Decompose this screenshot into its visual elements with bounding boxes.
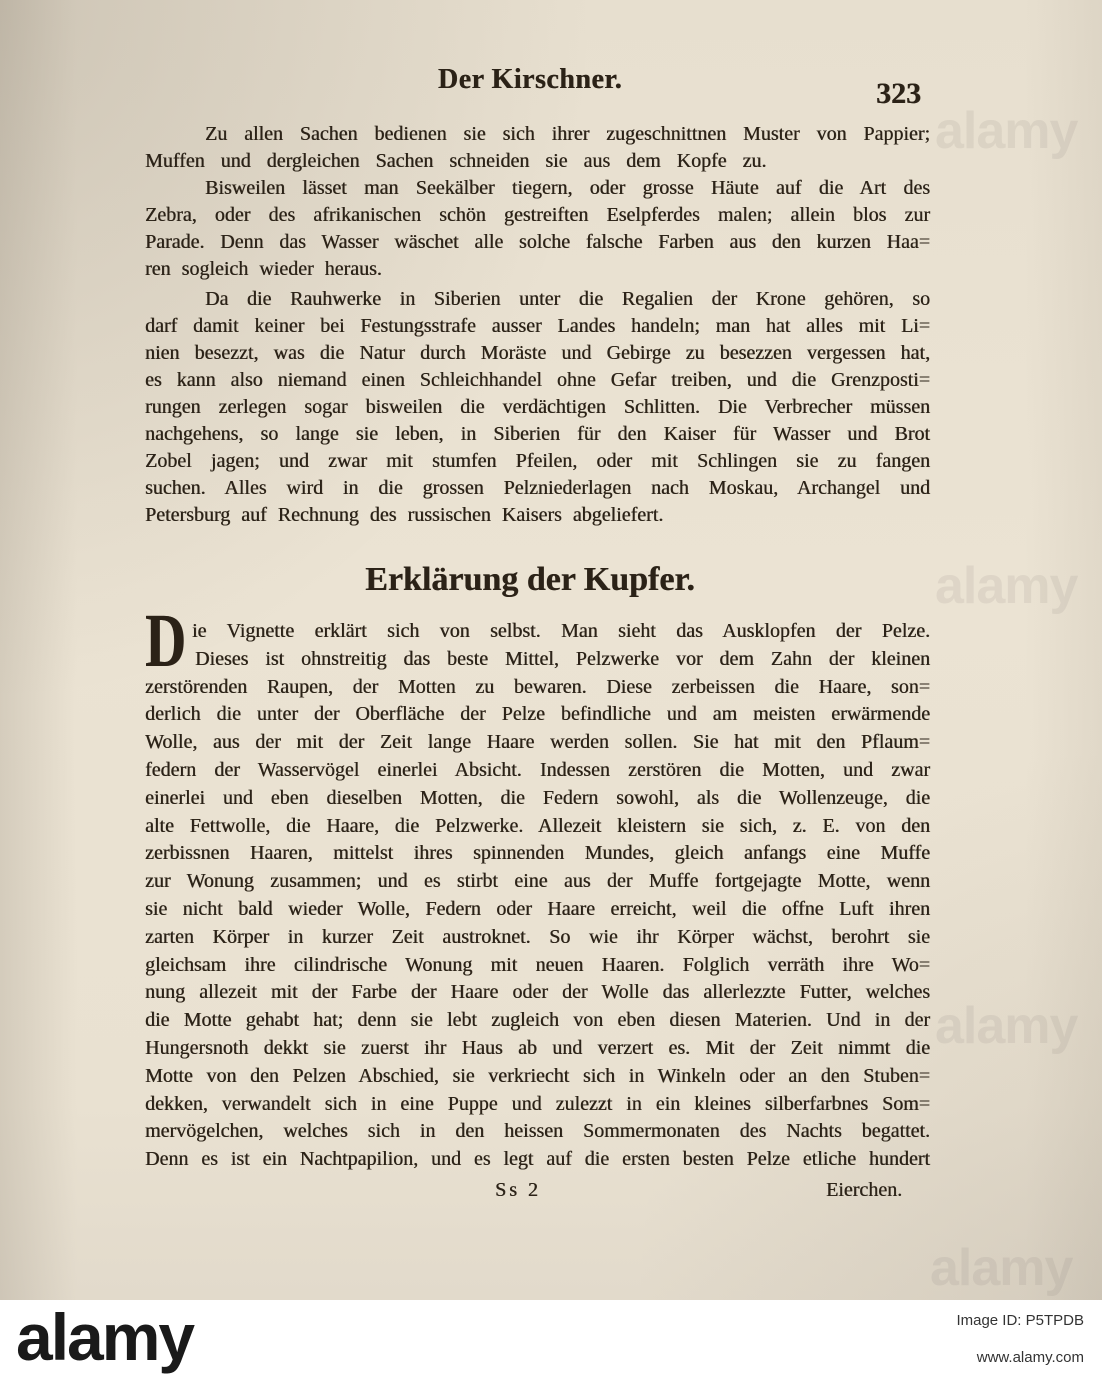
- page-number: 323: [876, 77, 921, 110]
- text-line: mervögelchen, welches sich in den heissen Sommermonaten des Nachts begattet.: [145, 1120, 930, 1143]
- text-line: Wolle, aus der mit der Zeit lange Haare werden sollen. Sie hat mit den Pflaum=: [145, 731, 930, 754]
- text-line: nien besezzt, was die Natur durch Moräste und Gebirge zu besezzen vergessen hat,: [145, 342, 930, 364]
- text-line: Petersburg auf Rechnung des russischen Kaisers abgeliefert.: [145, 504, 664, 526]
- text-line: es kann also niemand einen Schleichhandel ohne Gefar treiben, und die Grenzposti=: [145, 369, 930, 391]
- text-line: nung allezeit mit der Farbe der Haare oder der Wolle das allerlezzte Futter, welches: [145, 981, 930, 1004]
- text-line: Hungersnoth dekkt sie zuerst ihr Haus ab und verzert es. Mit der Zeit nimmt die: [145, 1036, 930, 1059]
- text-line: zerstörenden Raupen, der Motten zu bewaren. Diese zerbeissen die Haare, son=: [145, 675, 930, 698]
- drop-cap: D: [145, 599, 187, 683]
- running-head: Der Kirschner.: [437, 64, 623, 95]
- alamy-url: www.alamy.com: [976, 1349, 1084, 1366]
- text-line: Zebra, oder des afrikanischen schön gestreiften Eselpferdes malen; allein blos zur: [145, 204, 930, 226]
- signature-mark: Ss 2: [495, 1179, 541, 1201]
- text-line: zur Wonung zusammen; und es stirbt eine aus der Muffe fortgejagte Motte, wenn: [145, 870, 930, 893]
- paragraph: [145, 286, 930, 529]
- stock-photo-banner: [0, 1300, 1102, 1390]
- watermark-overlay: alamy: [935, 997, 1078, 1055]
- text-line: ie Vignette erklärt sich von selbst. Man sieht das Ausklopfen der Pelze.: [192, 620, 930, 642]
- image-id-label: Image ID: P5TPDB: [956, 1312, 1084, 1329]
- text-line: Zu allen Sachen bedienen sie sich ihrer zugeschnittnen Muster von Pappier;: [205, 123, 930, 145]
- text-line: gleichsam ihre cilindrische Wonung mit neuen Haaren. Folglich verräth ihre Wo=: [145, 953, 930, 976]
- text-line: darf damit keiner bei Festungsstrafe ausser Landes handeln; man hat alles mit Li=: [145, 315, 930, 337]
- text-line: zerbissnen Haaren, mittelst ihres spinnenden Mundes, gleich anfangs eine Muffe: [145, 842, 930, 865]
- text-line: rungen zerlegen sogar bisweilen die verdächtigen Schlitten. Die Verbrecher müssen: [145, 396, 930, 418]
- paragraph: [145, 175, 930, 283]
- text-line: Bisweilen lässet man Seekälber tiegern, oder grosse Häute auf die Art des: [205, 177, 930, 199]
- text-block-upper: [145, 121, 930, 529]
- watermark-overlay: alamy: [935, 557, 1078, 615]
- text-line: einerlei und eben dieselben Motten, die Federn sowohl, als die Wollenzeuge, die: [145, 786, 930, 809]
- watermark-overlay: alamy: [935, 102, 1078, 160]
- text-line: alte Fettwolle, die Haare, die Pelzwerke. Allezeit kleistern sie sich, z. E. von den: [145, 814, 930, 837]
- text-line: zarten Körper in kurzer Zeit austroknet. So wie ihr Körper wächst, berohrt sie: [145, 925, 930, 948]
- text-line: Parade. Denn das Wasser wäschet alle solche falsche Farben aus den kurzen Haa=: [145, 231, 930, 253]
- text-line: suchen. Alles wird in die grossen Pelzniederlagen nach Moskau, Archangel und: [145, 477, 930, 499]
- text-line: dekken, verwandelt sich in eine Puppe und zulezzt in ein kleines silberfarbnes Som=: [145, 1092, 930, 1115]
- text-line: die Motte gehabt hat; denn sie lebt zugleich von eben diesen Materien. Und in der: [145, 1009, 930, 1032]
- text-line: ren sogleich wieder heraus.: [145, 258, 382, 280]
- text-line: Zobel jagen; und zwar mit stumfen Pfeilen, oder mit Schlingen sie zu fangen: [145, 450, 930, 472]
- text-line: nachgehens, so lange sie leben, in Siberien für den Kaiser für Wasser und Brot: [145, 423, 930, 445]
- text-line: federn der Wasservögel einerlei Absicht. Indessen zerstören die Motten, und zwar: [145, 758, 930, 781]
- alamy-logo: alamy: [16, 1300, 194, 1374]
- text-line: Muffen und dergleichen Sachen schneiden sie aus dem Kopfe zu.: [145, 150, 767, 172]
- text-line: Motte von den Pelzen Abschied, sie verkriecht sich in Winkeln oder an den Stuben=: [145, 1064, 930, 1087]
- text-line: Denn es ist ein Nachtpapilion, und es legt auf die ersten besten Pelze etliche hundert: [145, 1148, 930, 1171]
- section-heading: Erklärung der Kupfer.: [365, 561, 695, 598]
- catchword: Eierchen.: [826, 1179, 903, 1201]
- text-line: sie nicht bald wieder Wolle, Federn oder Haare erreicht, weil die offne Luft ihren: [145, 897, 930, 920]
- text-line: Dieses ist ohnstreitig das beste Mittel, Pelzwerke vor dem Zahn der kleinen: [195, 647, 930, 670]
- text-line: derlich die unter der Oberfläche der Pelze befindliche und am meisten erwärmende: [145, 703, 930, 726]
- text-block-lower: [145, 599, 930, 1174]
- watermark-overlay: alamy: [930, 1239, 1073, 1297]
- paragraph: [145, 121, 930, 175]
- text-line: Da die Rauhwerke in Siberien unter die Regalien der Krone gehören, so: [205, 288, 930, 310]
